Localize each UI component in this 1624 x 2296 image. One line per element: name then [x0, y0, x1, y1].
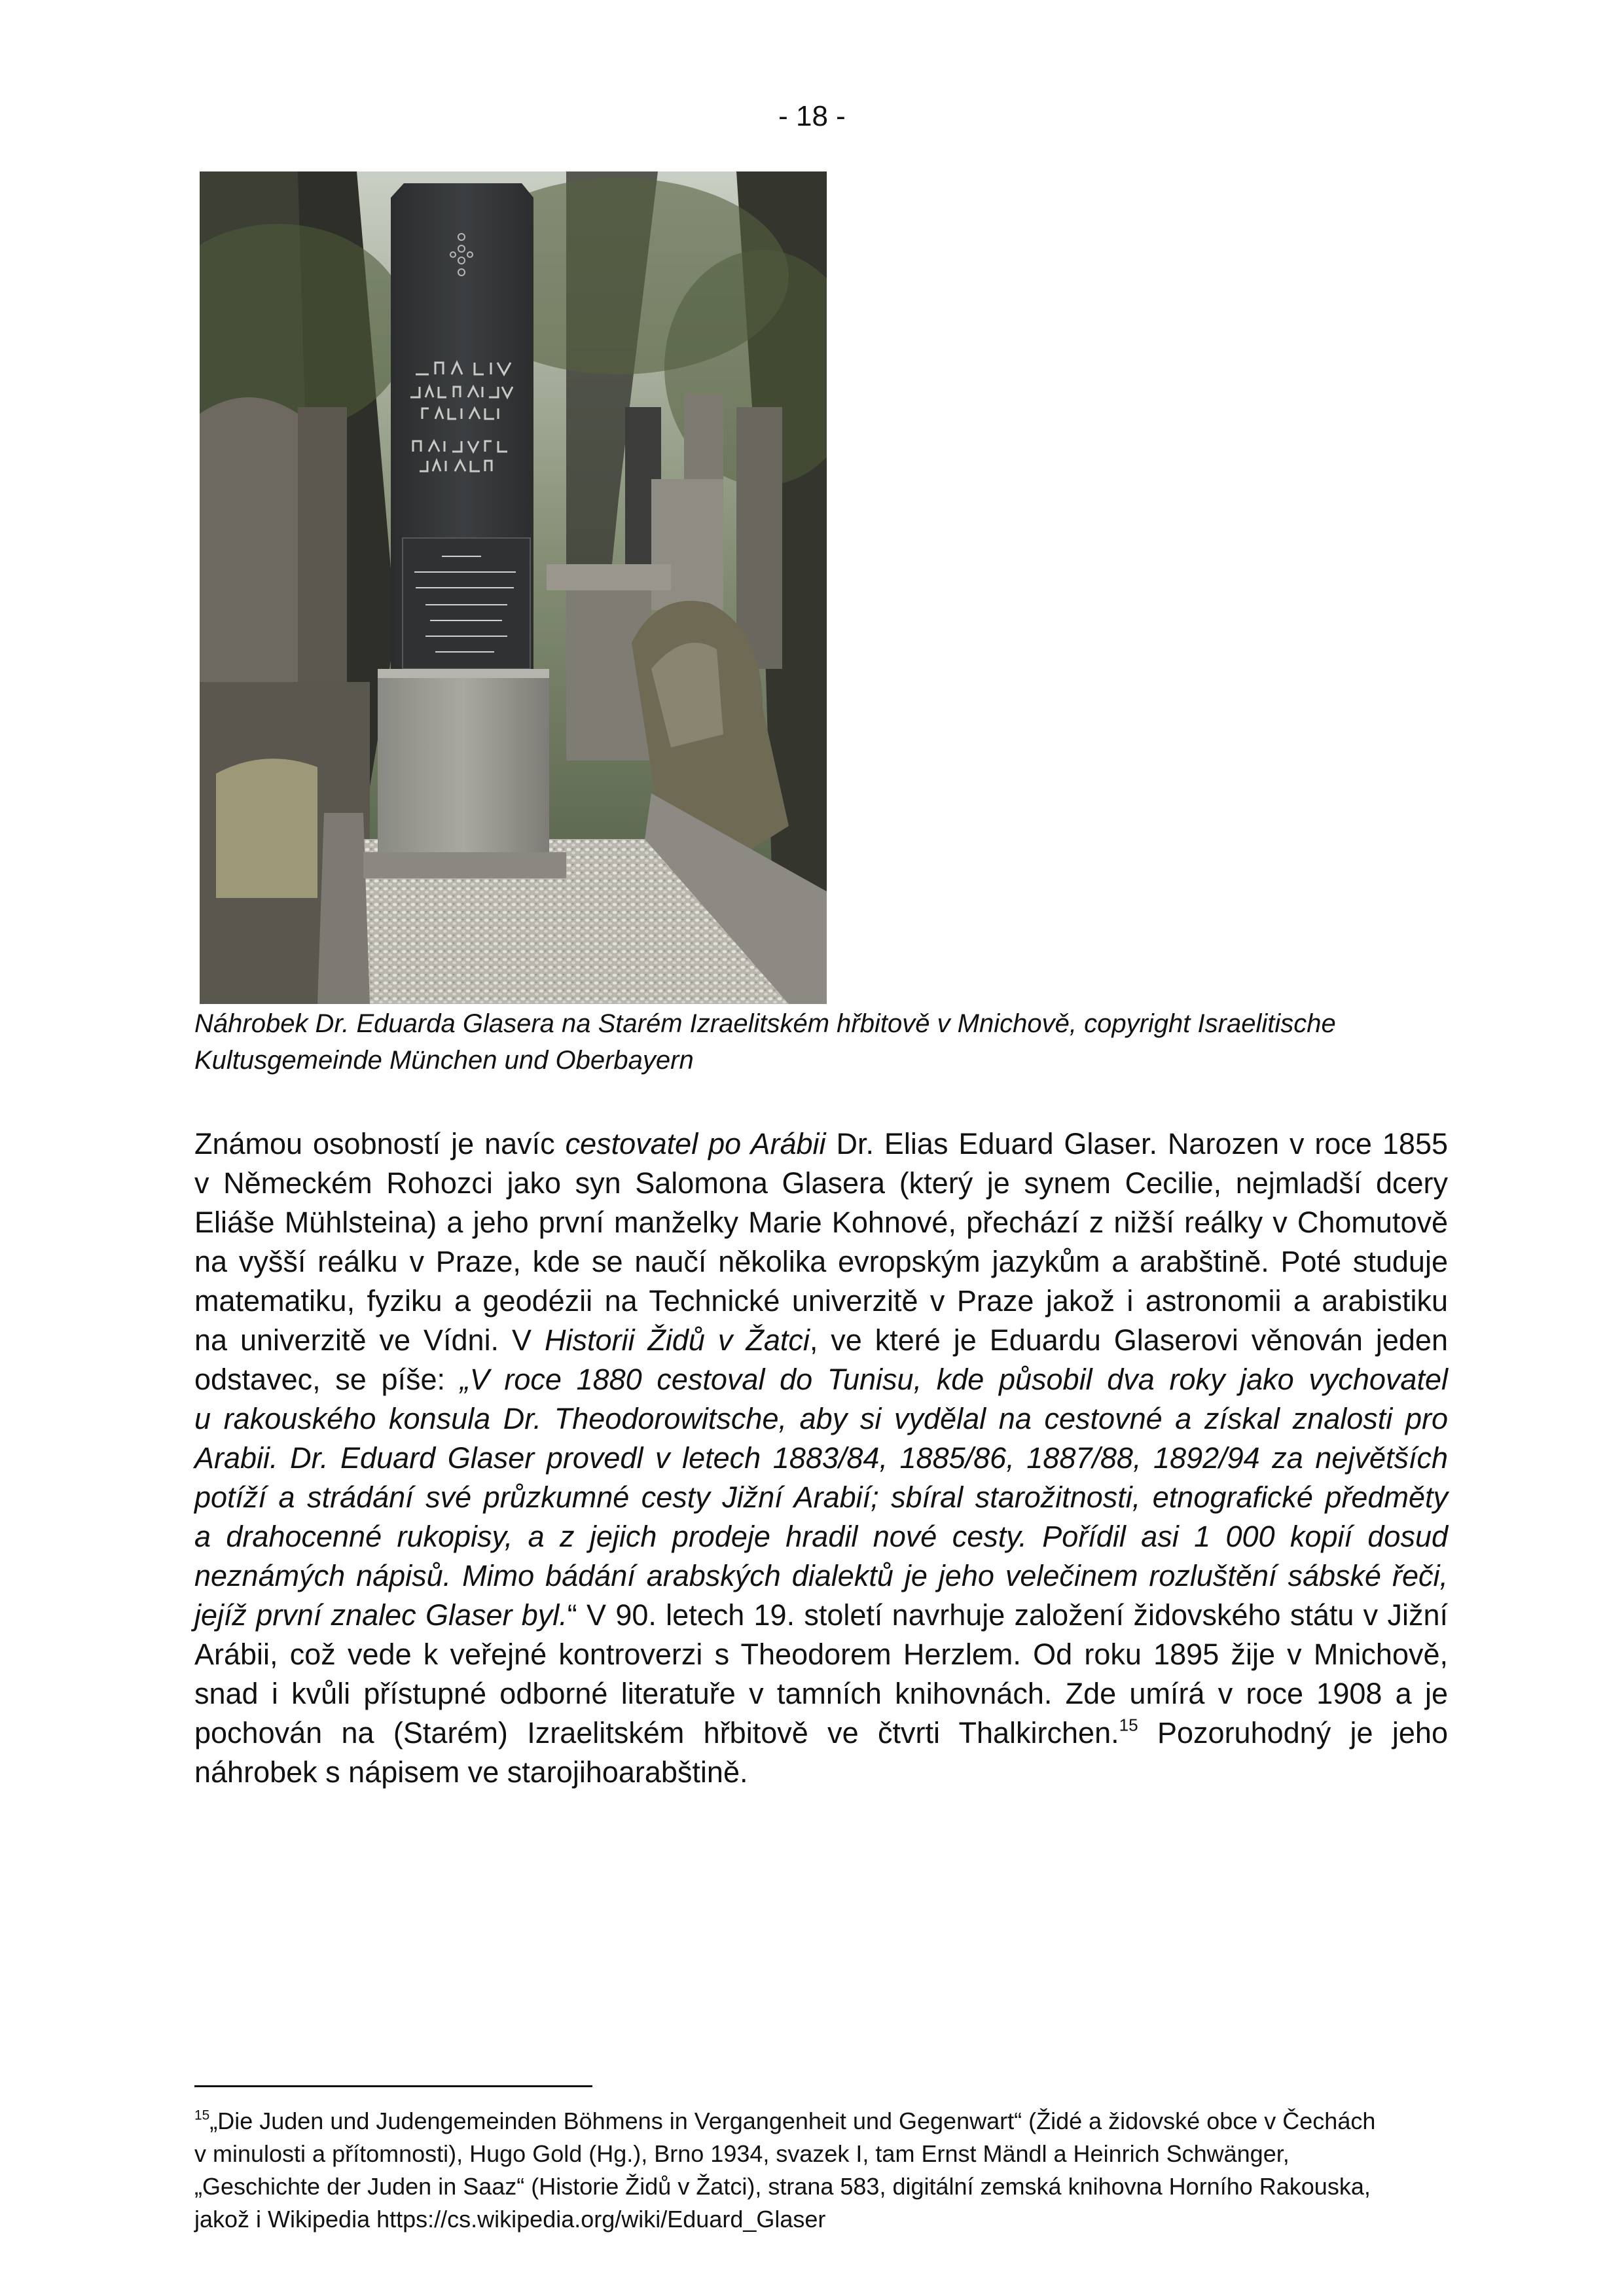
body-paragraph [194, 1124, 1448, 1792]
footnote-line [194, 2105, 1448, 2138]
paragraph-line: náhrobek s nápisem ve starojihoarabštině. [194, 1755, 748, 1789]
paragraph-line [194, 1360, 1448, 1399]
quote-line: neznámých nápisů. Mimo bádání arabských dialektů je jeho velečinem rozluštění sábské řeči, [194, 1559, 1448, 1592]
paragraph-line: v Německém Rohozci jako syn Salomona Glasera (který je synem Cecilie, nejmladší dcery [194, 1166, 1448, 1200]
footnote [194, 2105, 1448, 2236]
paragraph-line [194, 1596, 1448, 1635]
quote-line: potíží a strádání své průzkumné cesty Jižní Arabií; sbíral starožitnosti, etnografické předměty [194, 1480, 1448, 1514]
quote-line: a drahocenné rukopisy, a z jejich prodeje hradil nové cesty. Pořídil asi 1 000 kopií dosud [194, 1520, 1448, 1553]
quote-run: „V roce 1880 cestoval do Tunisu, kde působil dva roky jako vychovatel [460, 1363, 1448, 1396]
paragraph-line: Eliáše Mühlsteina) a jeho první manželky Marie Kohnové, přechází z nižší reálky v Chomutově [194, 1206, 1448, 1239]
quote-line: Arabii. Dr. Eduard Glaser provedl v letech 1883/84, 1885/86, 1887/88, 1892/94 za největších [194, 1441, 1448, 1475]
paragraph-line: snad i kvůli přístupné odborné literatuře v tamních knihovnách. Zde umírá v roce 1908 a je [194, 1677, 1448, 1710]
paragraph-line: matematiku, fyziku a geodézii na Technické univerzitě v Praze jakož i astronomii a arabistiku [194, 1284, 1448, 1318]
paragraph-line: na vyšší reálku v Praze, kde se naučí několika evropským jazykům a arabštině. Poté studuje [194, 1245, 1448, 1278]
paragraph-line [194, 1713, 1448, 1753]
text-run: odstavec, se píše: [194, 1363, 460, 1396]
text-run: Dr. Elias Eduard Glaser. Narozen v roce 1855 [825, 1127, 1448, 1160]
paragraph-line [194, 1124, 1448, 1164]
caption-line: Náhrobek Dr. Eduarda Glasera na Starém Izraelitském hřbitově v Mnichově, copyright Israelitische [194, 1009, 1336, 1038]
page-number: - 18 - [778, 100, 846, 132]
quote-line: u rakouského konsula Dr. Theodorowitsche, aby si vydělal na cestovné a získal znalosti pro [194, 1402, 1448, 1435]
footnote-reference[interactable]: 15 [1119, 1715, 1138, 1735]
text-run: Pozoruhodný je jeho [1138, 1716, 1448, 1749]
paragraph-line [194, 1321, 1448, 1360]
text-run: na univerzitě ve Vídni. V [194, 1323, 545, 1357]
text-run: Známou osobností je navíc [194, 1127, 566, 1160]
photo-caption [194, 1005, 1445, 1079]
caption-line: Kultusgemeinde München und Oberbayern [194, 1046, 694, 1075]
gravestone-illustration [200, 171, 827, 1004]
footnote-line: v minulosti a přítomnosti), Hugo Gold (Hg.), Brno 1934, svazek I, tam Ernst Mändl a Heinrich Schwänger, [194, 2140, 1290, 2167]
paragraph-line: Arábii, což vede k veřejné kontroverzi s Theodorem Herzlem. Od roku 1895 žije v Mnichově, [194, 1638, 1448, 1671]
footnote-line: jakož i Wikipedia https://cs.wikipedia.org/wiki/Eduard_Glaser [194, 2206, 826, 2233]
text-run: pochován na (Starém) Izraelitském hřbitově ve čtvrti Thalkirchen. [194, 1716, 1119, 1749]
footnote-separator [194, 2085, 592, 2087]
footnote-marker: 15 [194, 2108, 210, 2123]
gravestone-photo [200, 171, 827, 1004]
footnote-line: „Geschichte der Juden in Saaz“ (Historie Židů v Žatci), strana 583, digitální zemská knihovna Horního Rakouska, [194, 2173, 1371, 2200]
text-run: , ve které je Eduardu Glaserovi věnován jeden [809, 1323, 1448, 1357]
italic-run: Historii Židů v Žatci [544, 1323, 810, 1357]
text-run: “ V 90. letech 19. století navrhuje založení židovského státu v Jižní [567, 1598, 1448, 1632]
quote-run: jejíž první znalec Glaser byl. [194, 1598, 568, 1632]
text-run: „Die Juden und Judengemeinden Böhmens in Vergangenheit und Gegenwart“ (Židé a židovské obce v Čechách [209, 2108, 1376, 2134]
italic-run: cestovatel po Arábii [565, 1127, 826, 1160]
